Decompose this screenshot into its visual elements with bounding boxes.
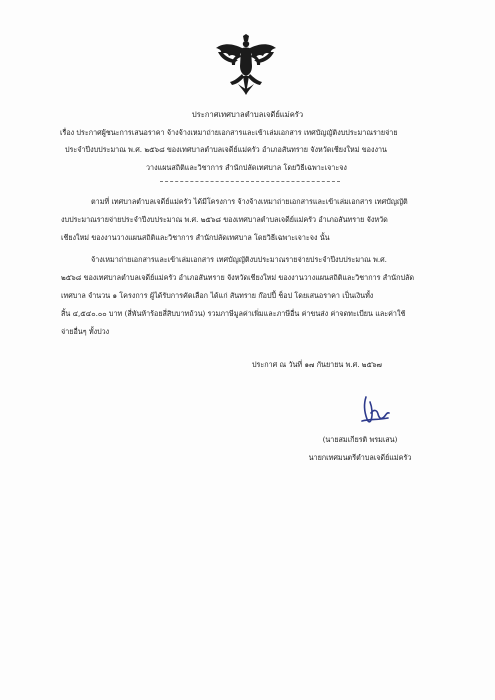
- subject-line: วางแผนสถิติและวิชาการ สำนักปลัดเทศบาล โดยวิธีเฉพาะเจาะจง: [146, 163, 347, 172]
- paragraph-line: เทศบาล จำนวน ๑ โครงการ ผู้ได้รับการคัดเลือก ได้แก่ สันทราย ก๊อปปี้ ช็อป โดยเสนอราคา เป็นเงินทั้ง: [61, 291, 374, 300]
- paragraph-line: เชียงใหม่ ของงานวางแผนสถิติและวิชาการ สำนักปลัดเทศบาล โดยวิธีเฉพาะเจาะจง นั้น: [61, 233, 330, 242]
- paragraph-line: จ้างเหมาถ่ายเอกสารและเข้าเล่มเอกสาร เทศบัญญัติงบประมาณรายจ่ายประจำปีงบประมาณ พ.ศ.: [91, 255, 387, 264]
- subject-line: เรื่อง ประกาศผู้ชนะการเสนอราคา จ้างจ้างเหมาถ่ายเอกสารและเข้าเล่มเอกสาร เทศบัญญัติงบประมาณรายจ่าย: [60, 128, 398, 137]
- paragraph-line: งบประมาณรายจ่ายประจำปีงบประมาณ พ.ศ. ๒๕๖๘ ของเทศบาลตำบลเจดีย์แม่ครัว อำเภอสันทราย จังหวัด: [61, 215, 388, 224]
- paragraph-line: ตามที่ เทศบาลตำบลเจดีย์แม่ครัว ได้มีโครงการ จ้างจ้างเหมาถ่ายเอกสารและเข้าเล่มเอกสาร เทศบัญญัติ: [91, 197, 408, 206]
- handwritten-signature-icon: [358, 393, 392, 427]
- paragraph-line: จ่ายอื่นๆ ทั้งปวง: [61, 327, 110, 336]
- divider-line: [160, 181, 340, 182]
- subject-line: ประจำปีงบประมาณ พ.ศ. ๒๕๖๘ ของเทศบาลตำบลเจดีย์แม่ครัว อำเภอสันทราย จังหวัดเชียงใหม่ ของงาน: [65, 145, 387, 154]
- signer-name: (นายสมเกียรติ พรมเสน): [322, 435, 398, 444]
- paragraph-line: สิ้น ๔,๕๔๐.๐๐ บาท (สี่พันห้าร้อยสี่สิบบาทถ้วน) รวมภาษีมูลค่าเพิ่มและภาษีอื่น ค่าขนส่ง ค่าจดทะเบียน และค่าใช้: [61, 309, 406, 318]
- garuda-emblem-icon: [212, 34, 280, 96]
- paragraph-line: ๒๕๖๘ ของเทศบาลตำบลเจดีย์แม่ครัว อำเภอสันทราย จังหวัดเชียงใหม่ ของงานวางแผนสถิติและวิชาการ สำนักปลัด: [61, 273, 415, 282]
- document-heading: ประกาศเทศบาลตำบลเจดีย์แม่ครัว: [191, 110, 304, 119]
- signer-title: นายกเทศมนตรีตำบลเจดีย์แม่ครัว: [308, 453, 412, 462]
- announce-date: ประกาศ ณ วันที่ ๑๗ กันยายน พ.ศ. ๒๕๖๗: [252, 360, 382, 369]
